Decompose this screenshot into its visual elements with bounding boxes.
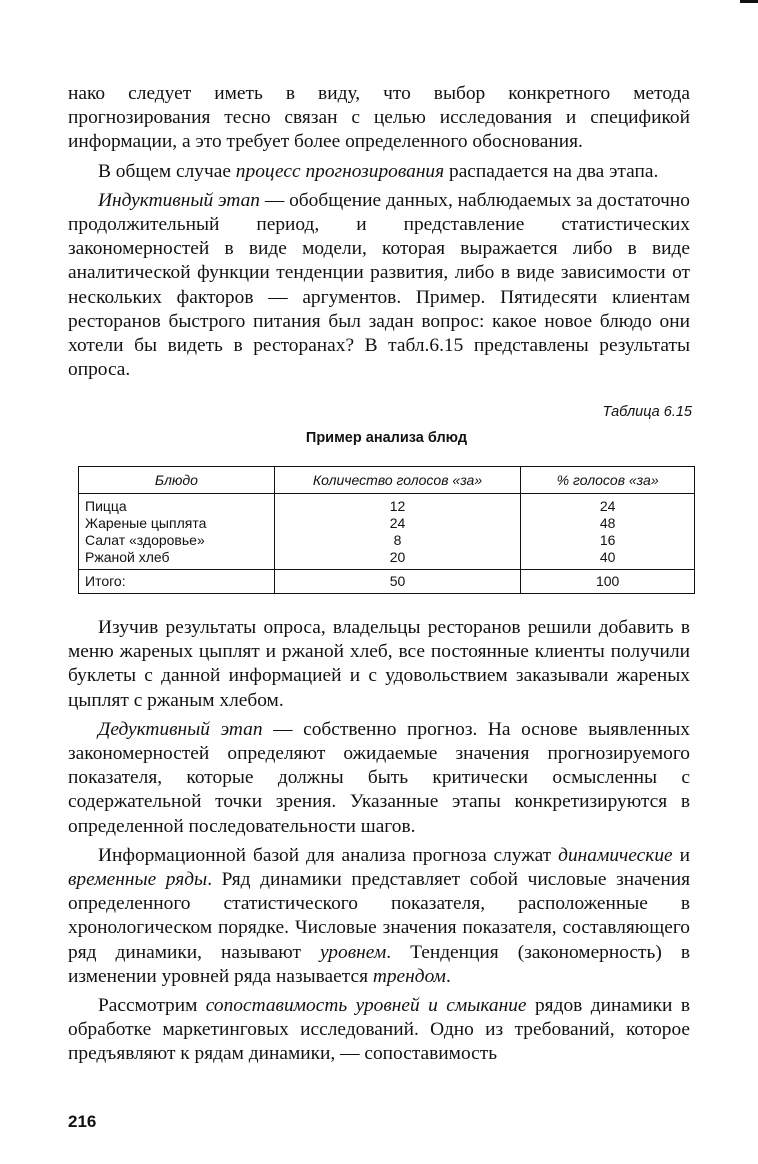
cell-votes: 12 xyxy=(274,494,521,516)
header-percent: % голосов «за» xyxy=(521,467,695,494)
dishes-table xyxy=(78,466,695,594)
paragraph-continuation: нако следует иметь в виду, что выбор конкретного метода прогнозирования тесно связан с целью исследования и спецификой информации, а это требует более определенного обоснования. xyxy=(68,83,690,153)
table-header-row xyxy=(79,467,695,494)
cell-votes: 8 xyxy=(274,532,521,549)
table-total-row xyxy=(79,570,695,594)
paragraph-survey-results: Изучив результаты опроса, владельцы ресторанов решили добавить в меню жареных цыплят и ржаной хлеб, все постоянные клиенты получили буклеты с данной информацией и с удовольствием заказывали жареных цыплят с ржаным хлебом. xyxy=(68,617,690,711)
paragraph-deductive: Дедуктивный этап — собственно прогноз. На основе выявленных закономерностей определяют ожидаемые значения прогнозируемого показателя, которые должны быть критически осмысленны с содержательной точки зрения. Указанные этапы конкретизируются в определенной последовательности шагов. xyxy=(68,718,690,837)
cell-dish: Жареные цыплята xyxy=(79,515,275,532)
paragraph-comparability: Рассмотрим сопоставимость уровней и смыкание рядов динамики в обработке маркетинговых исследований. Одно из требований, которое предъявляют к рядам динамики, — сопоставимость xyxy=(68,995,690,1065)
cell-dish: Ржаной хлеб xyxy=(79,549,275,570)
total-percent: 100 xyxy=(521,570,695,594)
cell-dish: Пицца xyxy=(79,494,275,516)
corner-mark xyxy=(740,0,758,3)
paragraph-time-series: Информационной базой для анализа прогноза служат динамические и временные ряды. Ряд динамики представляет собой числовые значения определенного статистического показателя, расположенные в хронологическом порядке. Числовые значения показателя, составляющего ряд динамики, называют уровнем. Тенденция (закономерность) в изменении уровней ряда называется трендом. xyxy=(68,844,691,987)
cell-dish: Салат «здоровье» xyxy=(79,532,275,549)
table-number: Таблица 6.15 xyxy=(602,404,692,420)
table-row xyxy=(79,532,695,549)
text-block-top xyxy=(68,82,690,382)
total-label: Итого: xyxy=(79,570,275,594)
paragraph-process: В общем случае процесс прогнозирования распадается на два этапа. xyxy=(98,160,659,182)
total-votes: 50 xyxy=(274,570,521,594)
cell-votes: 20 xyxy=(274,549,521,570)
cell-percent: 40 xyxy=(521,549,695,570)
header-dish: Блюдо xyxy=(79,467,275,494)
table-title: Пример анализа блюд xyxy=(305,430,468,446)
page-number: 216 xyxy=(68,1112,97,1131)
cell-percent: 24 xyxy=(521,494,695,516)
paragraph-inductive: Индуктивный этап — обобщение данных, наблюдаемых за достаточно продолжительный период, и представление статистических закономерностей в виде модели, которая выражается либо в виде аналитической функции тенденции развития, либо в виде зависимости от нескольких факторов — аргументов. Пример. Пятидесяти клиентам ресторанов быстрого питания был задан вопрос: какое новое блюдо они хотели бы видеть в ресторанах? В табл.6.15 представлены результаты опроса. xyxy=(68,189,690,381)
header-votes: Количество голосов «за» xyxy=(274,467,521,494)
cell-percent: 48 xyxy=(521,515,695,532)
cell-percent: 16 xyxy=(521,532,695,549)
table-row xyxy=(79,515,695,532)
table-row xyxy=(79,549,695,570)
cell-votes: 24 xyxy=(274,515,521,532)
text-block-bottom xyxy=(68,616,690,1067)
table-row xyxy=(79,494,695,516)
